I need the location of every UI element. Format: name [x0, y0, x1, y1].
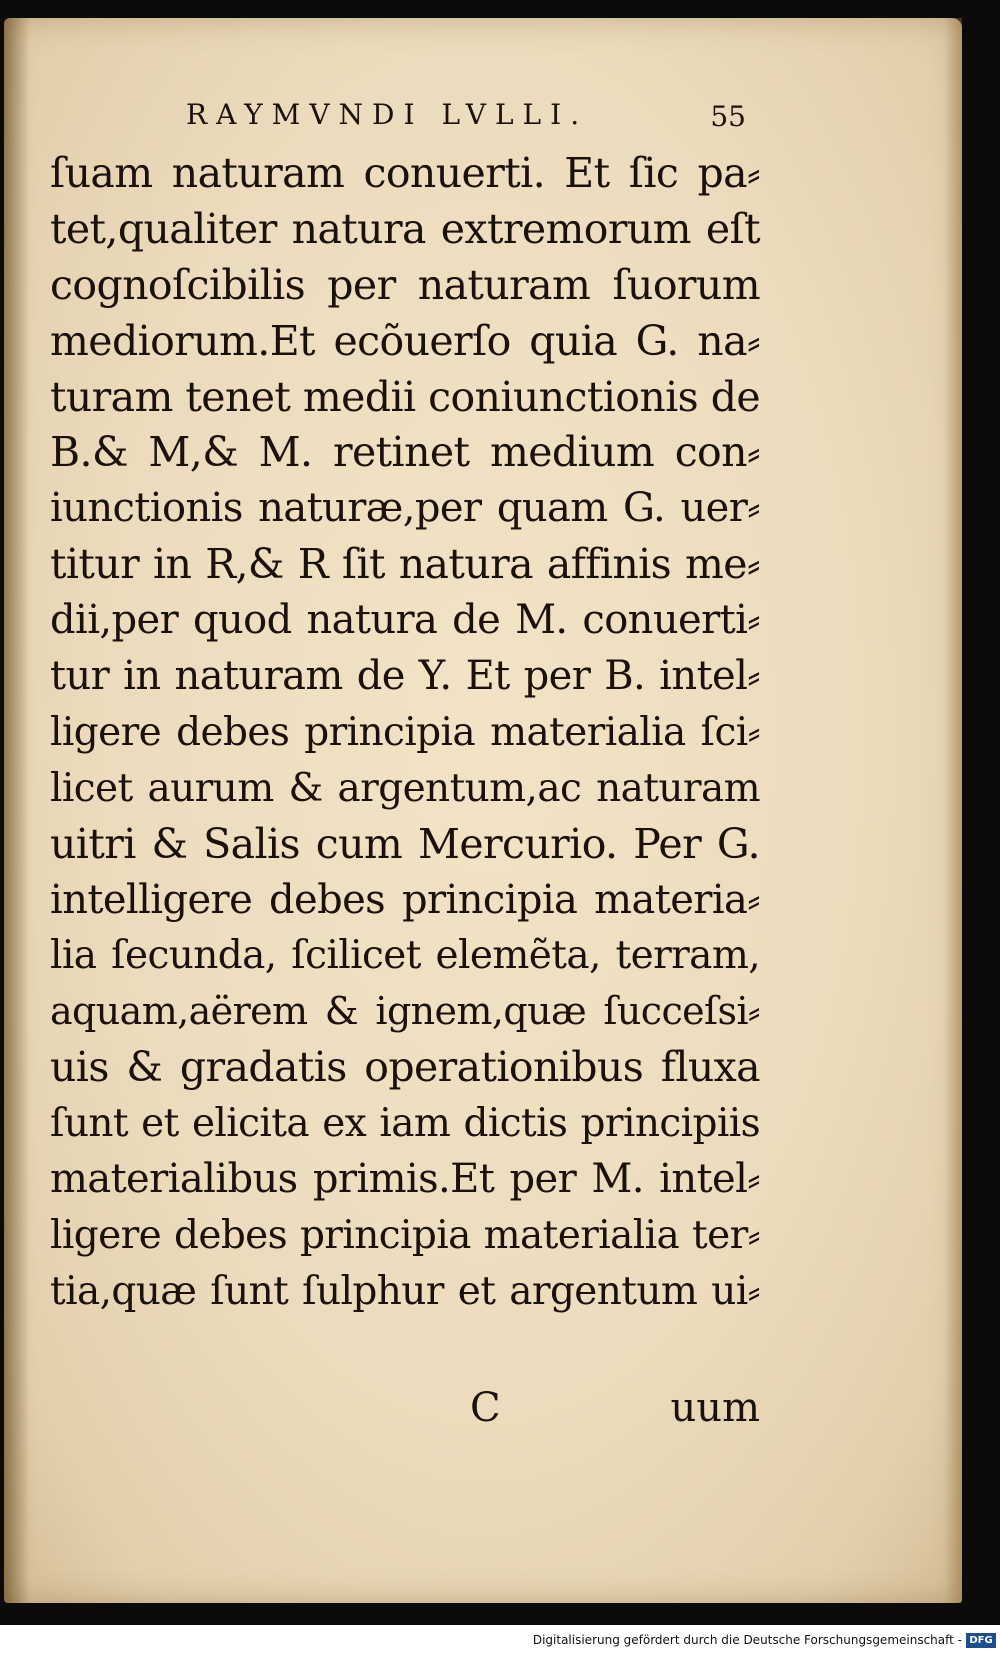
page-edge-shadow	[944, 18, 962, 1603]
catchword: uum	[670, 1385, 760, 1431]
text-line: B.& M,& M. retinet medium con⸗	[50, 428, 760, 477]
text-line: mediorum.Et ecõuerſo quia G. na⸗	[50, 316, 760, 365]
text-line: uitri & Salis cum Mercurio. Per G.	[50, 819, 760, 868]
text-line: intelligere debes principia materia⸗	[50, 876, 760, 923]
text-line: materialibus primis.Et per M. intel⸗	[50, 1156, 760, 1203]
text-line: dii,per quod natura de M. conuerti⸗	[50, 597, 760, 644]
text-line: ligere debes principia materialia ſci⸗	[50, 709, 760, 755]
text-line: turam tenet medii coniunctionis de	[50, 372, 760, 421]
text-line: ligere debes principia materialia ter⸗	[50, 1212, 760, 1258]
body-text	[50, 146, 760, 1320]
text-line: iunctionis naturæ,per quam G. uer⸗	[50, 485, 760, 532]
text-line: tet,qualiter natura extremorum eſt	[50, 204, 760, 253]
signature-mark: C	[470, 1385, 501, 1431]
text-line: tur in naturam de Y. Et per B. intel⸗	[50, 653, 760, 700]
text-line: aquam,aërem & ignem,quæ ſucceſsi⸗	[50, 989, 760, 1034]
digitization-footer	[0, 1625, 1000, 1653]
text-line: ſuam naturam conuerti. Et ſic pa⸗	[50, 149, 760, 197]
text-line: uis & gradatis operationibus fluxa	[50, 1043, 760, 1092]
running-head: RAYMVNDI LVLLI.	[186, 98, 589, 131]
page-number: 55	[710, 100, 746, 133]
catchline	[50, 1380, 760, 1436]
dfg-logo-icon: DFG	[966, 1633, 996, 1648]
page-header	[186, 98, 746, 138]
text-line: licet aurum & argentum,ac naturam	[50, 765, 760, 811]
text-line: tia,quæ ſunt ſulphur et argentum ui⸗	[50, 1268, 760, 1314]
text-line: ſunt et elicita ex iam dictis principiis	[50, 1101, 760, 1147]
page-gutter-shadow	[4, 18, 30, 1603]
text-line: cognoſcibilis per naturam ſuorum	[50, 260, 760, 309]
text-line: lia ſecunda, ſcilicet elemẽta, terram,	[50, 933, 760, 979]
digitization-notice: Digitalisierung gefördert durch die Deutsche Forschungsgemeinschaft -	[532, 1633, 962, 1647]
text-line: titur in R,& R ſit natura affinis me⸗	[50, 540, 760, 589]
